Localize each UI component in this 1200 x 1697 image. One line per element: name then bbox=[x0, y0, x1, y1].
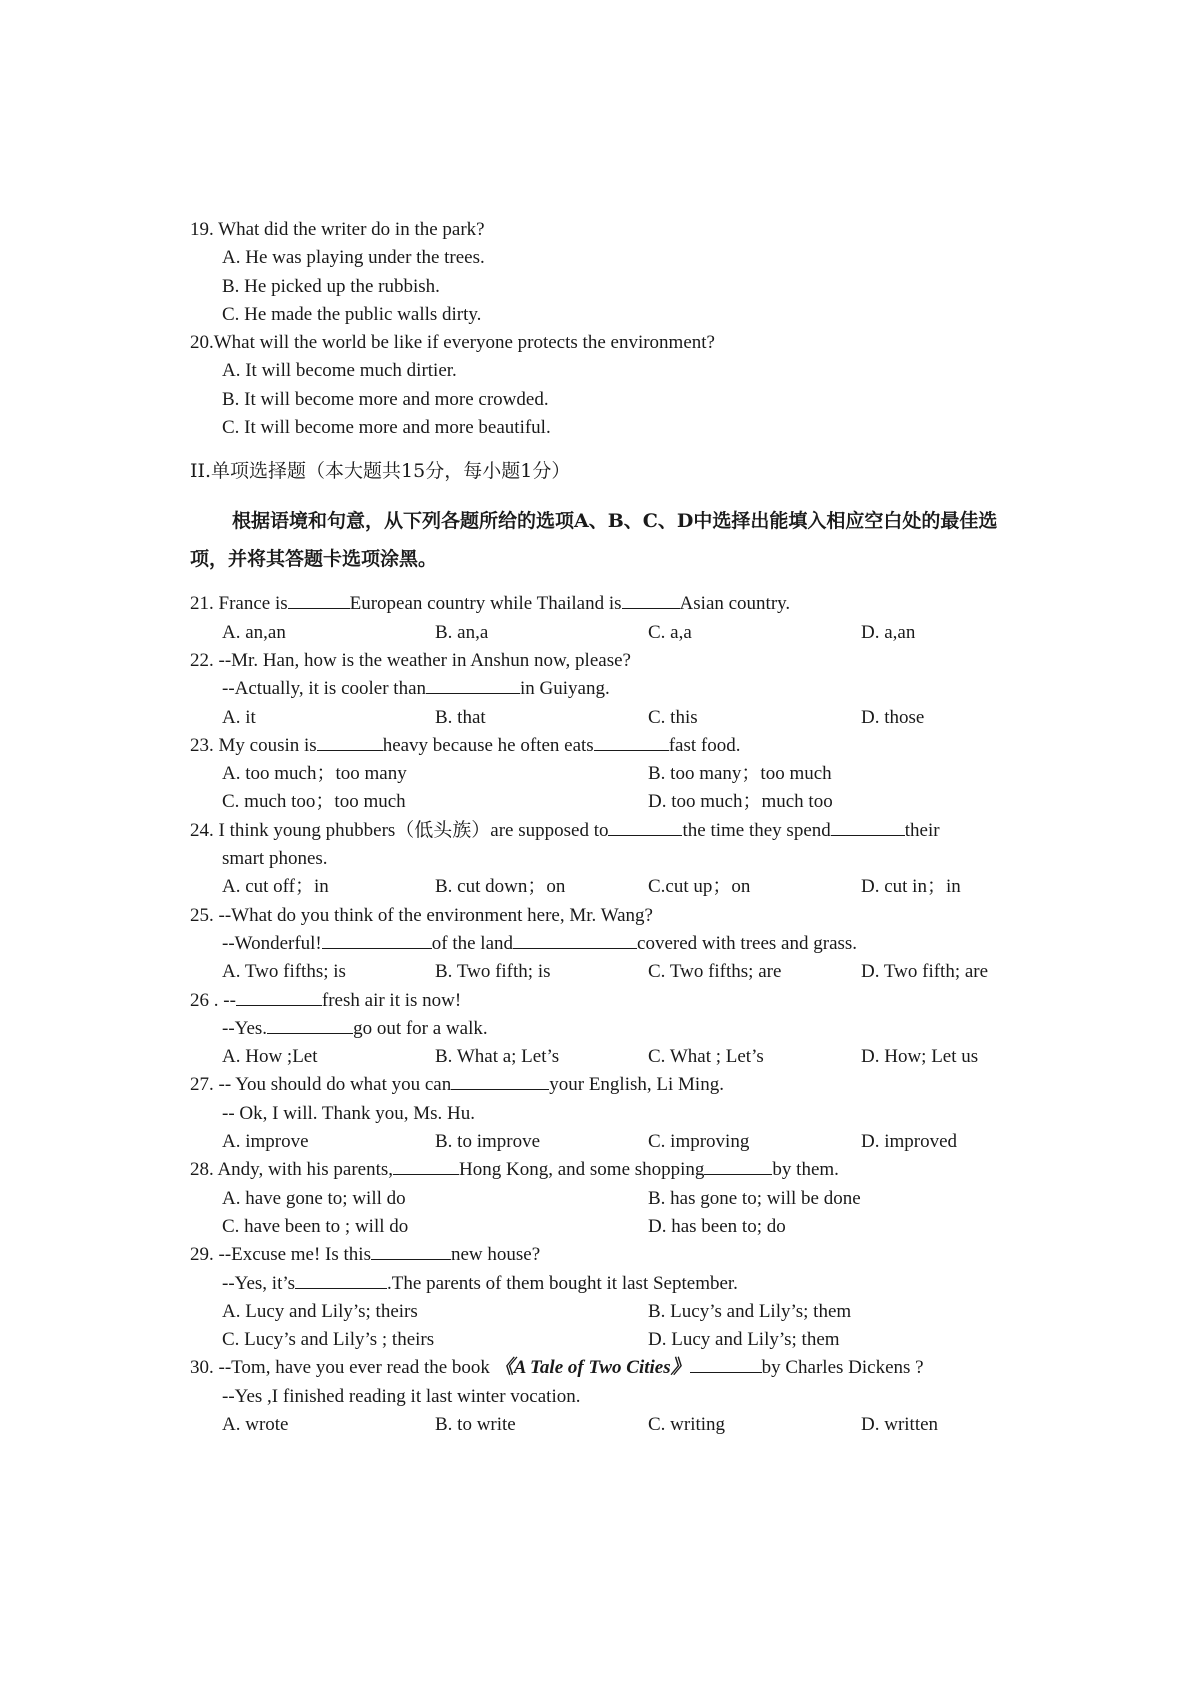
option-c: C.cut up；on bbox=[648, 876, 751, 898]
option-d: D. too much；much too bbox=[648, 791, 833, 813]
option-b: B. Lucy’s and Lily’s; them bbox=[648, 1300, 852, 1322]
question-23-options-row-2 bbox=[190, 788, 1030, 816]
question-24-line-2: smart phones. bbox=[222, 848, 328, 870]
question-20-option-a: A. It will become much dirtier. bbox=[222, 360, 457, 382]
question-25-text-2: of the land bbox=[431, 932, 514, 954]
answer-blank bbox=[622, 590, 680, 609]
question-21-text-2: European country while Thailand is bbox=[349, 593, 622, 615]
option-a: A. How ;Let bbox=[222, 1046, 318, 1068]
question-28-stem bbox=[190, 1156, 1030, 1184]
question-23-text-3: fast food. bbox=[668, 734, 741, 756]
option-c: C. writing bbox=[648, 1413, 726, 1435]
question-30-line-2: --Yes ,I finished reading it last winter vocation. bbox=[222, 1385, 581, 1407]
option-c: C. this bbox=[648, 706, 698, 728]
question-29-options-row-1 bbox=[190, 1298, 1030, 1326]
option-d: D. cut in；in bbox=[861, 876, 961, 898]
question-26-line-2 bbox=[190, 1015, 1030, 1043]
question-30-options bbox=[190, 1411, 1030, 1439]
answer-blank bbox=[295, 1270, 387, 1289]
option-c: C. have been to ; will do bbox=[222, 1215, 409, 1237]
question-26-text-3: --Yes. bbox=[222, 1017, 268, 1039]
option-d: D. improved bbox=[861, 1131, 958, 1153]
option-b: B. What a; Let’s bbox=[435, 1046, 560, 1068]
question-26-line-1 bbox=[190, 987, 1030, 1015]
answer-blank bbox=[322, 930, 432, 949]
question-23-stem bbox=[190, 732, 1030, 760]
question-26-text-1: 26 . -- bbox=[190, 989, 236, 1011]
option-c: C. much too；too much bbox=[222, 791, 406, 813]
option-b: B. too many；too much bbox=[648, 763, 832, 785]
question-28-text-2: Hong Kong, and some shopping bbox=[459, 1159, 705, 1181]
question-19-option-a: A. He was playing under the trees. bbox=[222, 247, 485, 269]
question-30-line-1 bbox=[190, 1354, 1030, 1382]
option-d: D. a,an bbox=[861, 621, 916, 643]
answer-blank bbox=[426, 675, 520, 694]
question-23-options-row-1 bbox=[190, 760, 1030, 788]
question-26-text-4: go out for a walk. bbox=[353, 1017, 488, 1039]
question-23-text-1: 23. My cousin is bbox=[190, 734, 317, 756]
option-c: C. improving bbox=[648, 1131, 750, 1153]
question-20-option-b: B. It will become more and more crowded. bbox=[222, 388, 549, 410]
question-22-options bbox=[190, 704, 1030, 732]
answer-blank bbox=[317, 732, 383, 751]
question-27-line-1 bbox=[190, 1071, 1030, 1099]
question-26-options bbox=[190, 1043, 1030, 1071]
answer-blank bbox=[288, 590, 350, 609]
question-30-text-2: by Charles Dickens ? bbox=[761, 1357, 924, 1379]
option-c: C. Two fifths; are bbox=[648, 961, 782, 983]
answer-blank bbox=[451, 1071, 549, 1090]
question-19-stem: 19. What did the writer do in the park? bbox=[190, 219, 485, 240]
question-26-text-2: fresh air it is now! bbox=[321, 989, 462, 1011]
question-24-options bbox=[190, 873, 1030, 901]
answer-blank bbox=[371, 1241, 451, 1260]
question-22-line-2 bbox=[190, 675, 1030, 703]
option-d: D. written bbox=[861, 1413, 939, 1435]
question-29-text-1: 29. --Excuse me! Is this bbox=[190, 1244, 371, 1266]
section-2-title: II.单项选择题（本大题共15分，每小题1分） bbox=[190, 460, 571, 483]
answer-blank bbox=[608, 817, 682, 836]
option-a: A. wrote bbox=[222, 1413, 289, 1435]
question-27-options bbox=[190, 1128, 1030, 1156]
option-b: B. that bbox=[435, 706, 486, 728]
question-23-text-2: heavy because he often eats bbox=[382, 734, 594, 756]
question-20-stem: 20.What will the world be like if everyone protects the environment? bbox=[190, 332, 715, 354]
option-b: B. to write bbox=[435, 1413, 516, 1435]
question-28-options-row-2 bbox=[190, 1213, 1030, 1241]
option-c: C. What ; Let’s bbox=[648, 1046, 764, 1068]
question-28-text-3: by them. bbox=[772, 1159, 839, 1181]
question-24-stem bbox=[190, 817, 1030, 845]
option-b: B. to improve bbox=[435, 1131, 541, 1153]
question-21-text-1: 21. France is bbox=[190, 593, 288, 615]
question-25-text-3: covered with trees and grass. bbox=[637, 932, 858, 954]
option-d: D. Two fifth; are bbox=[861, 961, 989, 983]
section-2-instruction: 根据语境和句意，从下列各题所给的选项A、B、C、D中选择出能填入相应空白处的最佳选项，并将其答题卡选项涂黑。 bbox=[190, 510, 998, 571]
option-a: A. an,an bbox=[222, 621, 286, 643]
option-b: B. has gone to; will be done bbox=[648, 1187, 861, 1209]
option-d: D. those bbox=[861, 706, 925, 728]
answer-blank bbox=[513, 930, 637, 949]
answer-blank bbox=[267, 1015, 353, 1034]
answer-blank bbox=[704, 1156, 772, 1175]
question-22-text-2: in Guiyang. bbox=[520, 678, 610, 700]
question-25-options bbox=[190, 958, 1030, 986]
question-25-line-1: 25. --What do you think of the environment here, Mr. Wang? bbox=[190, 904, 653, 926]
option-a: A. it bbox=[222, 706, 256, 728]
question-27-line-2: -- Ok, I will. Thank you, Ms. Hu. bbox=[222, 1102, 475, 1124]
option-b: B. an,a bbox=[435, 621, 489, 643]
option-a: A. too much；too many bbox=[222, 763, 407, 785]
question-28-text-1: 28. Andy, with his parents, bbox=[190, 1159, 394, 1181]
question-24-text-1: 24. I think young phubbers（低头族）are supposed to bbox=[190, 819, 609, 841]
question-19-option-c: C. He made the public walls dirty. bbox=[222, 303, 482, 325]
answer-blank bbox=[393, 1156, 459, 1175]
option-d: D. Lucy and Lily’s; them bbox=[648, 1329, 840, 1351]
answer-blank bbox=[690, 1354, 762, 1373]
question-27-text-2: your English, Li Ming. bbox=[549, 1074, 724, 1096]
question-25-line-2 bbox=[190, 930, 1030, 958]
question-29-options-row-2 bbox=[190, 1326, 1030, 1354]
question-30-text-1: 30. --Tom, have you ever read the book bbox=[190, 1357, 495, 1379]
option-a: A. Lucy and Lily’s; theirs bbox=[222, 1300, 418, 1322]
option-a: A. have gone to; will do bbox=[222, 1187, 406, 1209]
question-24-text-2: the time they spend bbox=[682, 819, 831, 841]
question-21-stem bbox=[190, 590, 1030, 618]
question-25-text-1: --Wonderful! bbox=[222, 932, 322, 954]
question-29-line-1 bbox=[190, 1241, 1030, 1269]
answer-blank bbox=[236, 987, 322, 1006]
answer-blank bbox=[594, 732, 669, 751]
question-29-text-3: --Yes, it’s bbox=[222, 1272, 296, 1294]
question-21-text-3: Asian country. bbox=[679, 593, 791, 615]
option-b: B. cut down；on bbox=[435, 876, 566, 898]
question-29-line-2 bbox=[190, 1270, 1030, 1298]
book-title: 《A Tale of Two Cities》 bbox=[494, 1357, 690, 1379]
option-a: A. Two fifths; is bbox=[222, 961, 346, 983]
question-29-text-4: .The parents of them bought it last September. bbox=[387, 1272, 738, 1294]
question-20-option-c: C. It will become more and more beautiful. bbox=[222, 417, 551, 439]
option-d: D. has been to; do bbox=[648, 1215, 786, 1237]
question-28-options-row-1 bbox=[190, 1185, 1030, 1213]
question-22-line-1: 22. --Mr. Han, how is the weather in Anshun now, please? bbox=[190, 649, 631, 671]
exam-page bbox=[190, 216, 1030, 1439]
option-c: C. Lucy’s and Lily’s ; theirs bbox=[222, 1329, 435, 1351]
option-a: A. improve bbox=[222, 1131, 309, 1153]
answer-blank bbox=[831, 817, 905, 836]
question-24-text-3: their bbox=[904, 819, 940, 841]
option-c: C. a,a bbox=[648, 621, 692, 643]
question-22-text-1: --Actually, it is cooler than bbox=[222, 678, 427, 700]
question-21-options bbox=[190, 619, 1030, 647]
option-b: B. Two fifth; is bbox=[435, 961, 551, 983]
question-29-text-2: new house? bbox=[450, 1244, 541, 1266]
option-d: D. How; Let us bbox=[861, 1046, 979, 1068]
option-a: A. cut off；in bbox=[222, 876, 329, 898]
question-19-option-b: B. He picked up the rubbish. bbox=[222, 275, 440, 297]
question-27-text-1: 27. -- You should do what you can bbox=[190, 1074, 452, 1096]
